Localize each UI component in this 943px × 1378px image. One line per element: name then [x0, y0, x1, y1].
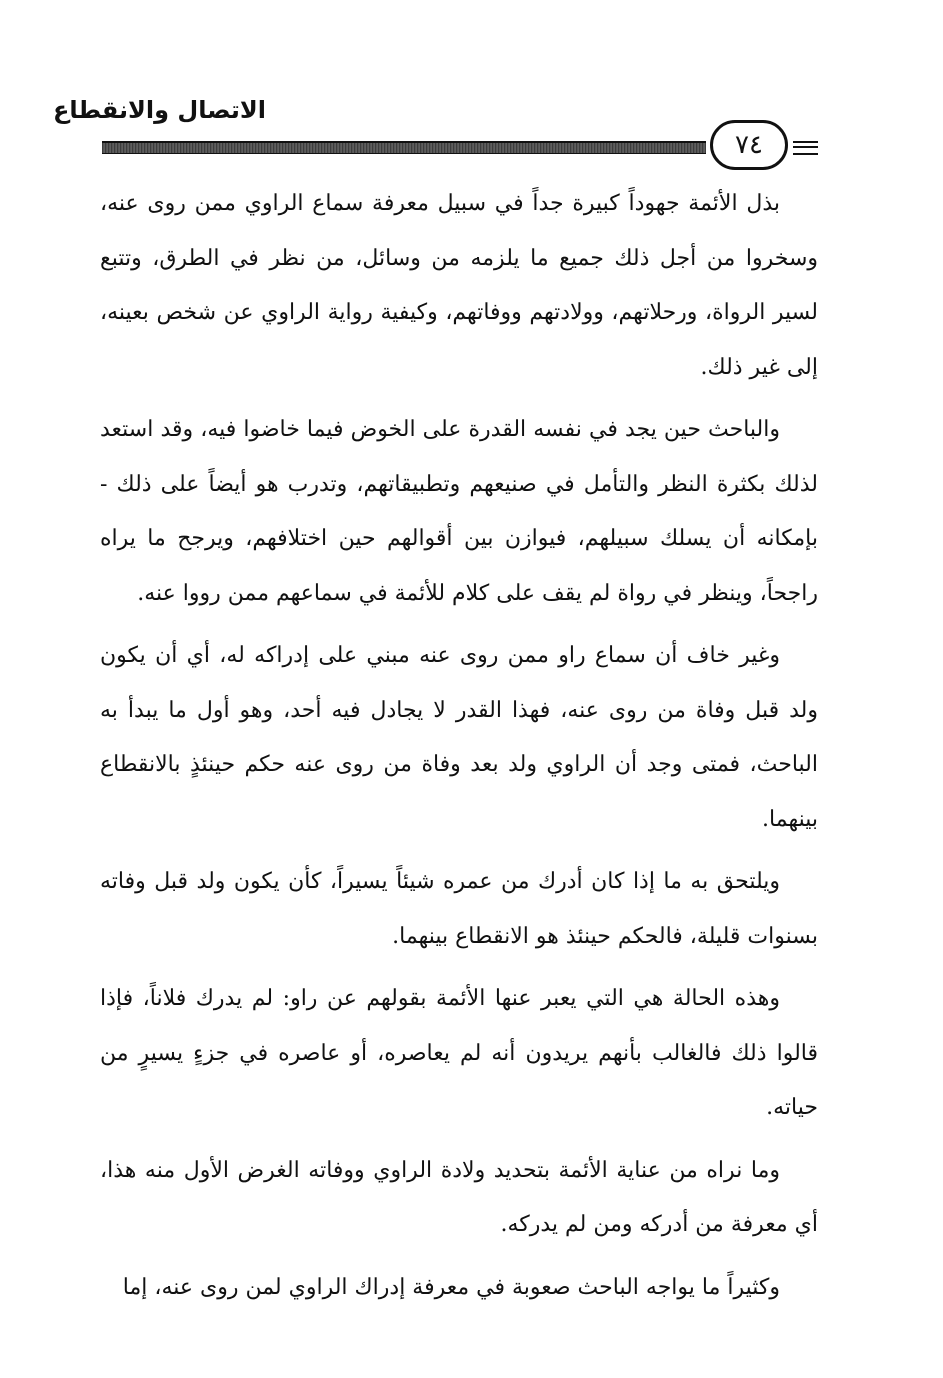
page-number-badge: ٧٤ — [710, 120, 788, 170]
header-rule — [102, 141, 706, 154]
paragraph-1: بذل الأئمة جهوداً كبيرة جداً في سبيل معرفة سماع الراوي ممن روى عنه، وسخروا من أجل ذلك جميع ما يلزمه من وسائل، من نظر في الطرق، وتتبع لسير الرواة، ورحلاتهم، وولادتهم ووفاتهم، وكيفية رواية الراوي عن شخص بعينه، إلى غير ذلك. — [100, 191, 818, 380]
header-rule-short — [793, 141, 818, 155]
running-header-title: الاتصال والانقطاع — [52, 96, 266, 124]
body-text — [100, 177, 818, 1323]
paragraph-6: وما نراه من عناية الأئمة بتحديد ولادة الراوي ووفاته الغرض الأول منه هذا، أي معرفة من أدركه ومن لم يدركه. — [100, 1157, 818, 1237]
paragraph-2: والباحث حين يجد في نفسه القدرة على الخوض فيما خاضوا فيه، وقد استعد لذلك بكثرة النظر والتأمل في صنيعهم وتطبيقاتهم، وتدرب هو أيضاً على ذلك - بإمكانه أن يسلك سبيلهم، فيوازن بين أقوالهم حين اختلافهم، ويرجح ما يراه راجحاً، وينظر في رواة لم يقف على كلام للأئمة في سماعهم ممن رووا عنه. — [100, 417, 818, 606]
paragraph-4: ويلتحق به ما إذا كان أدرك من عمره شيئاً يسيراً، كأن يكون ولد قبل وفاته بسنوات قليلة، فالحكم حينئذ هو الانقطاع بينهما. — [100, 869, 818, 949]
paragraph-5: وهذه الحالة هي التي يعبر عنها الأئمة بقولهم عن راو: لم يدرك فلاناً، فإذا قالوا ذلك فالغالب بأنهم يريدون أنه لم يعاصره، أو عاصره في جزءٍ يسيرٍ من حياته. — [100, 986, 818, 1120]
paragraph-7: وكثيراً ما يواجه الباحث صعوبة في معرفة إدراك الراوي لمن روى عنه، إما — [122, 1274, 780, 1300]
paragraph-3: وغير خاف أن سماع راو ممن روى عنه مبني على إدراكه له، أي أن يكون ولد قبل وفاة من روى عنه، فهذا القدر لا يجادل فيه أحد، وهو أول ما يبدأ به الباحث، فمتى وجد أن الراوي ولد بعد وفاة من روى عنه حكم حينئذٍ بالانقطاع بينهما. — [100, 643, 818, 832]
